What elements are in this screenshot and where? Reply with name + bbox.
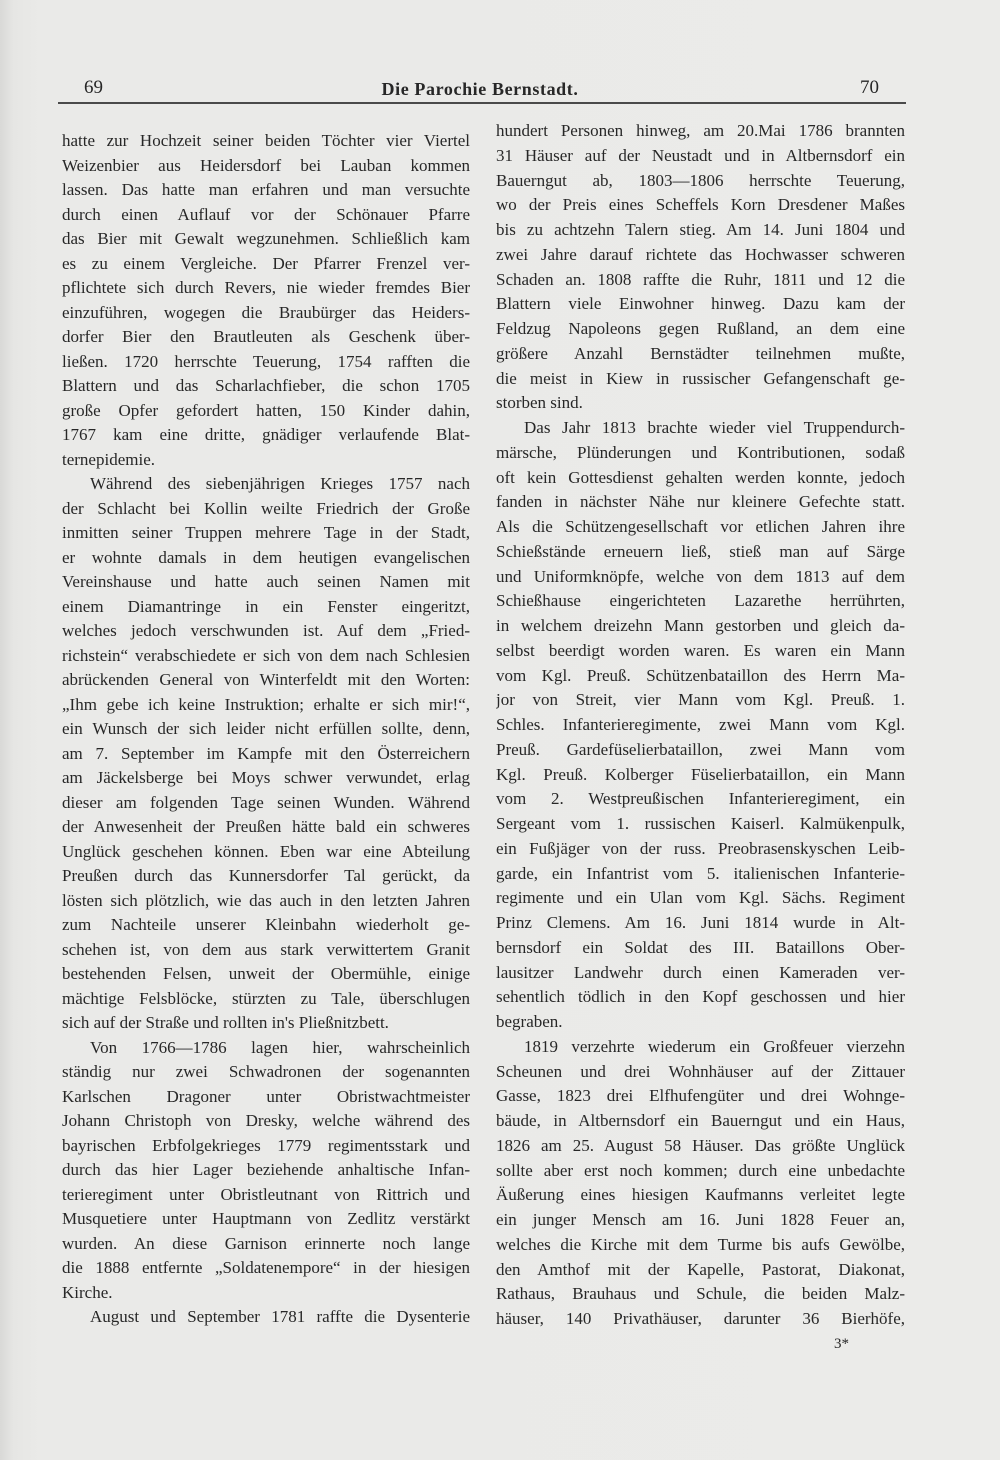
text-line: Kirche. [62,1282,113,1302]
text-line: hundert Personen hinweg, am 20.Mai 1786 brannten [496,121,905,140]
paragraph [62,129,470,472]
text-line: wo der Preis eines Scheffels Korn Dresdener Maßes [496,195,905,215]
text-line: und Uniformknöpfe, welche von dem 1813 auf dem [496,566,905,586]
text-line: Preuß. Gardefüselierbataillon, zwei Mann vom [496,739,905,759]
text-line: Als die Schützengesellschaft vor etlichen Jahren ihre [496,517,905,536]
text-line: größere Anzahl Bernstädter teilnehmen mußte, [496,343,905,363]
text-line: sehentlich tödlich in den Kopf geschossen und hier [496,987,905,1007]
header-rule [58,102,906,104]
text-line: Bauerngut ab, 1803—1806 herrschte Teuerung, [496,170,905,190]
text-line: Blattern viele Einwohner hinweg. Dazu kam der [496,294,905,314]
paragraph [62,1036,470,1306]
text-line: die 1888 entfernte „Soldatenempore“ in der hiesigen [62,1258,470,1277]
text-line: Äußerung eines hiesigen Kaufmanns verleitet legte [496,1185,905,1205]
text-line: ein junger Mensch am 16. Juni 1828 Feuer an, [496,1210,905,1229]
text-line: das Bier mit Gewalt wegzunehmen. Schließlich kam [62,229,470,248]
text-line: einzuführen, wogegen die Braubürger das Heiders- [62,302,470,322]
text-line: 1819 verzehrte wiederum ein Großfeuer vierzehn [524,1036,905,1056]
text-line: pflichtete sich durch Revers, nie wieder fremdes Bier [62,278,470,297]
text-line: selbst beerdigt worden waren. Es waren ein Mann [496,640,905,660]
text-line: August und September 1781 raffte die Dysenterie [90,1307,470,1326]
text-line: der Schlacht bei Kollin weilte Friedrich der Große [62,498,470,518]
text-line: vom Kgl. Preuß. Schützenbataillon des Herrn Ma- [496,665,905,685]
text-line: sich auf der Straße und rollten in's Pließnitzbett. [62,1013,389,1032]
text-line: Musquetiere unter Hauptmann von Zedlitz verstärkt [62,1209,470,1228]
text-line: schehen ist, von dem aus stark verwittertem Granit [62,939,470,959]
text-line: ein Fußjäger von der russ. Preobrasenskyschen Leib- [496,838,905,858]
text-line: lösten sich plötzlich, wie das auch in den letzten Jahren [62,890,470,910]
text-line: Johann Christoph von Dresky, welche während des [62,1111,470,1130]
text-line: lassen. Das hatte man erfahren und man versuchte [62,180,470,199]
text-line: jor von Streit, vier Mann vom Kgl. Preuß. 1. [496,690,905,710]
text-line: Das Jahr 1813 brachte wieder viel Truppendurch- [524,418,905,437]
text-line: Schles. Infanterieregimente, zwei Mann vom Kgl. [496,715,905,734]
text-line: ließen. 1720 herrschte Teuerung, 1754 rafften die [62,351,470,371]
text-line: lausitzer Landwehr durch einen Kameraden ver- [496,962,905,982]
text-line: garde, ein Infantrist vom 5. italienischen Infanterie- [496,863,905,883]
text-line: regimente und ein Ulan vom Kgl. Sächs. Regiment [496,888,905,908]
text-line: zum Nachteile unserer Kleinbahn wiederholt ge- [62,915,470,934]
text-line: Karlschen Dragoner unter Obristwachtmeister [62,1086,470,1106]
text-line: Gasse, 1823 drei Elfhufengüter und drei Wohnge- [496,1086,905,1106]
text-line: durch einen Auflauf vor der Schönauer Pfarre [62,204,470,224]
text-line: oft kein Gottesdienst gehalten werden konnte, jedoch [496,467,905,487]
paragraph [496,416,905,1035]
text-line: Feldzug Napoleons gegen Rußland, an dem eine [496,319,905,338]
text-line: mächtige Felsblöcke, stürzten zu Tale, überschlugen [62,988,470,1008]
text-line: durch das hier Lager beziehende anhaltische Infan- [62,1160,470,1179]
text-line: Sergeant vom 1. russischen Kaiserl. Kalmükenpulk, [496,814,905,833]
text-line: „Ihm gebe ich keine Instruktion; erhalte er sich mir!“, [62,694,470,714]
page-number-left: 69 [84,77,103,98]
text-line: ein Wunsch der sich leider nicht erfüllen sollte, denn, [62,719,470,738]
text-line: bäude, in Altbernsdorf ein Bauerngut und ein Haus, [496,1111,905,1130]
text-line: Weizenbier aus Heidersdorf bei Lauban kommen [62,155,470,175]
text-line: am 7. September im Kampfe mit den Österreichern [62,743,470,763]
text-line: dieser am folgenden Tage seinen Wunden. Während [62,792,470,812]
text-line: terieregiment unter Obristleutnant von Rittrich und [62,1184,470,1204]
text-line: Prinz Clemens. Am 16. Juni 1814 wurde in Alt- [496,913,905,932]
text-line: Blattern und das Scharlachfieber, die schon 1705 [62,376,470,395]
text-line: Preußen durch das Kunnersdorfer Tal gerückt, da [62,866,470,885]
text-column-left [62,129,470,1330]
text-line: storben sind. [496,393,583,413]
text-line: 1826 am 25. August 58 Häuser. Das größte Unglück [496,1135,905,1155]
text-line: bestehenden Felsen, unweit der Obermühle, einige [62,964,470,983]
text-line: am Jäckelsberge bei Moys schwer verwundet, erlag [62,768,470,787]
text-line: in welchem dreizehn Mann gestorben und gleich da- [496,616,905,635]
paragraph [62,472,470,1036]
paragraph [62,1305,470,1330]
text-line: Schaden an. 1808 raffte die Ruhr, 1811 und 12 die [496,269,905,289]
text-line: vom 2. Westpreußischen Infanterieregiment, ein [496,789,905,809]
text-line: bernsdorf ein Soldat des III. Bataillons Ober- [496,937,905,957]
text-line: große Opfer gefordert hatten, 150 Kinder dahin, [62,400,470,420]
text-line: 1767 kam eine dritte, gnädiger verlaufende Blat- [62,425,470,444]
text-line: Scheunen und drei Wohnhäuser auf der Zittauer [496,1061,905,1081]
text-line: fanden in nächster Nähe nur kleinere Gefechte statt. [496,492,905,512]
text-line: es zu einem Vergleiche. Der Pfarrer Frenzel ver- [62,253,470,273]
text-line: sollte aber erst noch kommen; durch eine unbedachte [496,1160,905,1180]
text-line: Unglück geschehen können. Eben war eine Abteilung [62,841,470,861]
text-line: bis zu achtzehn Talern stieg. Am 14. Juni 1804 und [496,220,905,239]
text-line: hatte zur Hochzeit seiner beiden Töchter vier Viertel [62,131,470,150]
text-line: der Anwesenheit der Preußen hätte bald ein schweres [62,817,470,836]
text-line: 31 Häuser auf der Neustadt und in Altbernsdorf ein [496,145,905,165]
text-line: inmitten seiner Truppen mehrere Tage in der Stadt, [62,523,470,542]
text-line: ternepidemie. [62,449,155,469]
text-line: Rathaus, Brauhaus und Schule, die beiden Malz- [496,1284,905,1304]
signature-mark: 3* [834,1336,849,1352]
text-line: welches jedoch verschwunden ist. Auf dem „Fried- [62,621,470,640]
text-line: dorfer Bier den Brautleuten als Geschenk über- [62,327,470,346]
text-line: Kgl. Preuß. Kolberger Füselierbataillon, ein Mann [496,764,905,784]
text-line: märsche, Plünderungen und Kontributionen, sodaß [496,442,905,462]
text-line: Schießstände erneuern ließ, stieß man auf Särge [496,541,905,561]
text-line: richstein“ verabschiedete er sich von dem nach Schlesien [62,645,470,665]
text-line: Während des siebenjährigen Krieges 1757 nach [90,474,470,493]
text-line: Vereinshause und hatte auch seinen Namen mit [62,572,470,591]
text-line: Schießhause eingerichteten Lazarethe herrührten, [496,591,905,611]
text-line: einem Diamantringe in ein Fenster eingeritzt, [62,596,470,616]
text-line: ständig nur zwei Schwadronen der sogenannten [62,1062,470,1081]
text-line: häuser, 140 Privathäuser, darunter 36 Bierhöfe, [496,1309,905,1328]
paragraph [496,1035,905,1332]
text-line: den Amthof mit der Kapelle, Pastorat, Diakonat, [496,1259,905,1279]
page-number-right: 70 [860,77,879,98]
text-line: er wohnte damals in dem heutigen evangelischen [62,547,470,567]
text-line: begraben. [496,1012,563,1031]
text-line: wurden. An diese Garnison erinnerte noch lange [62,1233,470,1253]
text-line: Von 1766—1786 lagen hier, wahrscheinlich [90,1037,470,1057]
text-line: abrückenden General von Winterfeldt mit den Worten: [62,670,470,689]
paragraph [496,119,905,416]
text-line: welches die Kirche mit dem Turme bis aufs Gewölbe, [496,1234,905,1254]
running-title: Die Parochie Bernstadt. [381,79,579,99]
text-line: die meist in Kiew in russischer Gefangenschaft ge- [496,368,905,388]
text-line: zwei Jahre darauf richtete das Hochwasser schweren [496,244,905,264]
text-line: bayrischen Erbfolgekrieges 1779 regimentsstark und [62,1135,470,1155]
text-column-right [496,119,905,1332]
